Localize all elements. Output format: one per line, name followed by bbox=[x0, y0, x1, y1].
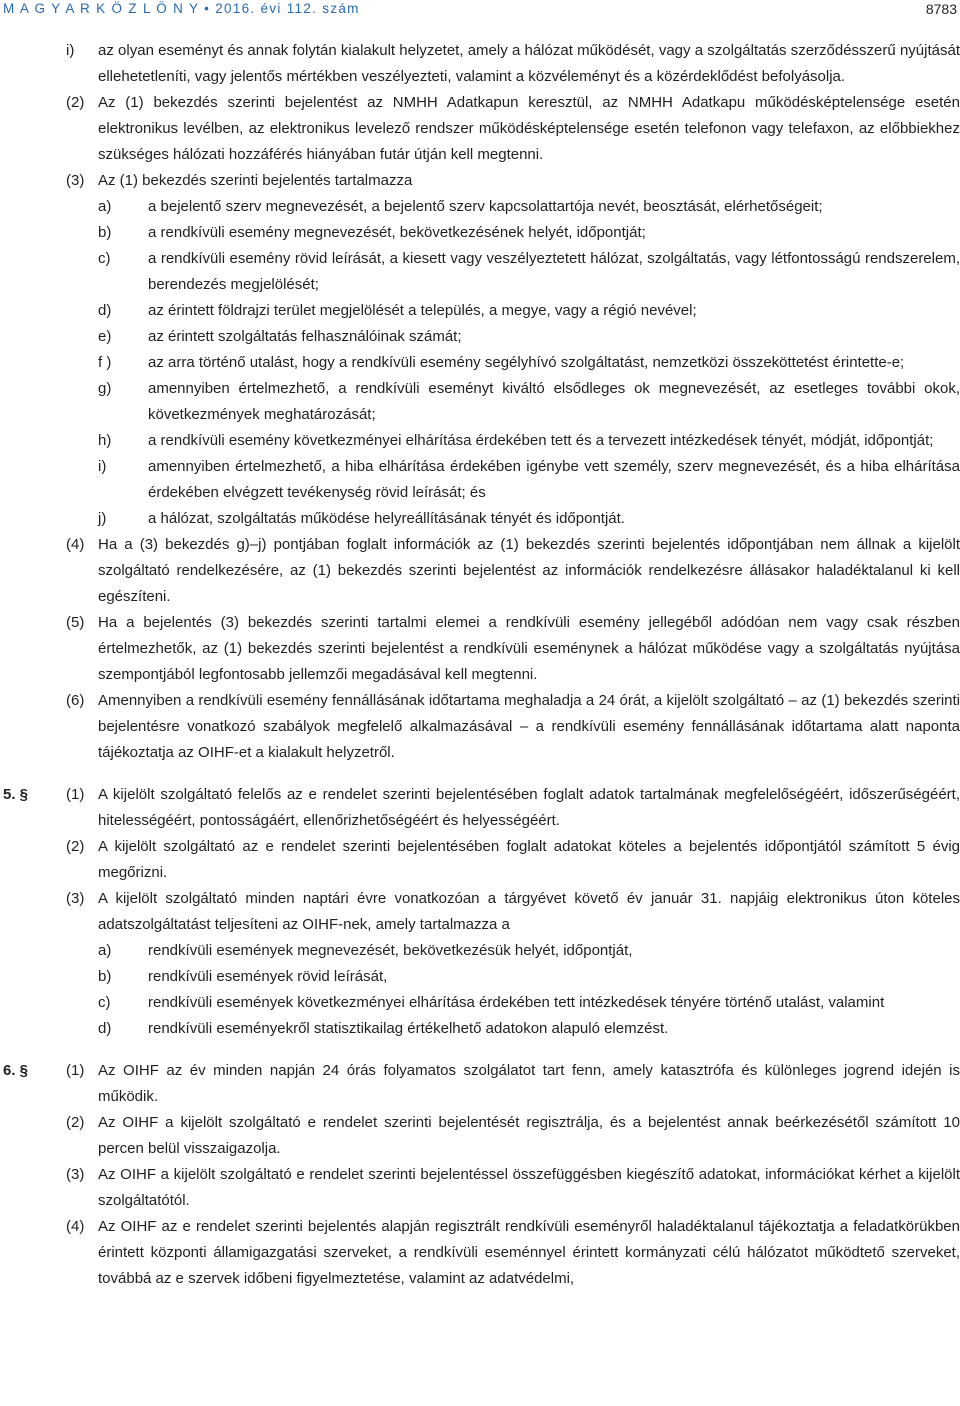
paragraph-text: A kijelölt szolgáltató minden naptári évre vonatkozóan a tárgyévet követő év január 31. napjáig elektronikus úton köteles adatszolgáltatást teljesíteni az OIHF-nek, amely tartalmazza a bbox=[98, 890, 960, 933]
paragraph-text: az olyan eseményt és annak folytán kialakult helyzetet, amely a hálózat működését, vagy a szolgáltatás szerződésszerű nyújtását ellehetetleníti, vagy jelentős mértékben veszélyezteti, valamint a közvéleményt és a közérdeklődést befolyásolja. bbox=[98, 42, 960, 85]
list-item-text: amennyiben értelmezhető, a rendkívüli eseményt kiváltó elsődleges ok megnevezését, az esetleges további okok, következmények meghatározását; bbox=[148, 380, 960, 423]
list-item-text: amennyiben értelmezhető, a hiba elhárítása érdekében igénybe vett személy, szerv megnevezését, és a hiba elhárítása érdekében elvégzett tevékenység rövid leírását; és bbox=[148, 458, 960, 501]
list-item-label: f ) bbox=[98, 354, 112, 371]
list-item bbox=[98, 376, 960, 428]
list-item bbox=[98, 350, 960, 376]
paragraph bbox=[66, 688, 960, 766]
document-body bbox=[0, 38, 960, 1292]
paragraph-number: (2) bbox=[66, 94, 85, 111]
list-item bbox=[98, 454, 960, 506]
paragraph-text: Az OIHF az e rendelet szerinti bejelentés alapján regisztrált rendkívüli eseményről haladéktalanul tájékoztatja a feladatkörükben érintett központi államigazgatási szerveket, a rendkívüli eseménnyel érintett kormányzati célú hálózatot működtető szerveket, továbbá az e szervek időbeni figyelmeztetése, valamint az adatvédelmi, bbox=[98, 1218, 960, 1287]
paragraph-number: (3) bbox=[66, 172, 85, 189]
paragraph-text: Ha a (3) bekezdés g)–j) pontjában foglalt információk az (1) bekezdés szerinti bejelentés időpontjában nem állnak a kijelölt szolgáltató rendelkezésére, az (1) bekezdés szerinti bejelentést az információk rendelkezésre állásakor haladéktalanul ki kell egészíteni. bbox=[98, 536, 960, 605]
list-item-label: d) bbox=[98, 1020, 112, 1037]
list-item bbox=[98, 298, 960, 324]
paragraph bbox=[66, 610, 960, 688]
list-item bbox=[98, 220, 960, 246]
paragraph-text: Az OIHF az év minden napján 24 órás folyamatos szolgálatot tart fenn, amely katasztrófa és különleges jogrend idején is működik. bbox=[98, 1062, 960, 1105]
section-6 bbox=[0, 1058, 960, 1292]
list-item bbox=[98, 990, 960, 1016]
list-item bbox=[98, 1016, 960, 1042]
paragraph-text: Az (1) bekezdés szerinti bejelentést az NMHH Adatkapun keresztül, az NMHH Adatkapu működésképtelensége esetén elektronikus levélben, az elektronikus levelező rendszer működésképtelensége esetén telefonon vagy telefaxon, az előbbiekhez szükséges hálózati hozzáférés hiányában futár útján kell megtenni. bbox=[98, 94, 960, 163]
paragraph bbox=[3, 782, 960, 834]
journal-title: M A G Y A R K Ö Z L Ö N Y • 2016. évi 112. szám bbox=[3, 1, 360, 16]
list-item-text: a bejelentő szerv megnevezését, a bejelentő szerv kapcsolattartója nevét, beosztását, elérhetőségeit; bbox=[148, 198, 823, 215]
list-item-label: a) bbox=[98, 198, 112, 215]
list-item-text: a hálózat, szolgáltatás működése helyreállításának tényét és időpontját. bbox=[148, 510, 625, 527]
paragraph-text: Az OIHF a kijelölt szolgáltató e rendelet szerinti bejelentéssel összefüggésben kiegészítő adatokat, információkat kérhet a kijelölt szolgáltatótól. bbox=[98, 1166, 960, 1209]
section-number: 6. § bbox=[3, 1062, 29, 1079]
list-item-label: a) bbox=[98, 942, 112, 959]
paragraph-number: (6) bbox=[66, 692, 85, 709]
list-item-label: i) bbox=[98, 458, 107, 475]
list-item-label: b) bbox=[98, 224, 112, 241]
list-item-label: c) bbox=[98, 250, 111, 267]
paragraph-number: (1) bbox=[66, 786, 85, 803]
list-item-text: rendkívüli eseményekről statisztikailag értékelhető adatokon alapuló elemzést. bbox=[148, 1020, 669, 1037]
paragraph-number: i) bbox=[66, 42, 75, 59]
list-item-text: a rendkívüli esemény következményei elhárítása érdekében tett és a tervezett intézkedések tényét, módját, időpontját; bbox=[148, 432, 934, 449]
paragraph-number: (4) bbox=[66, 1218, 85, 1235]
list-item-text: rendkívüli események rövid leírását, bbox=[148, 968, 388, 985]
list-item bbox=[98, 246, 960, 298]
paragraph-text: A kijelölt szolgáltató az e rendelet szerinti bejelentésében foglalt adatokat köteles a bejelentés időpontjától számított 5 évig megőrizni. bbox=[98, 838, 960, 881]
paragraph-number: (1) bbox=[66, 1062, 85, 1079]
section-number: 5. § bbox=[3, 786, 29, 803]
list-item-text: a rendkívüli esemény megnevezését, bekövetkezésének helyét, időpontját; bbox=[148, 224, 646, 241]
paragraph-number: (2) bbox=[66, 1114, 85, 1131]
list-item-label: d) bbox=[98, 302, 112, 319]
list-item-label: h) bbox=[98, 432, 112, 449]
paragraph bbox=[66, 168, 960, 194]
page-header bbox=[0, 0, 960, 22]
paragraph bbox=[66, 90, 960, 168]
list-item-label: j) bbox=[98, 510, 107, 527]
list-item-label: e) bbox=[98, 328, 112, 345]
paragraph-text: Amennyiben a rendkívüli esemény fennállásának időtartama meghaladja a 24 órát, a kijelölt szolgáltató – az (1) bekezdés szerinti bejelentésre vonatkozó szabályok megfelelő alkalmazásával – a rendkívüli esemény fennállásának időtartama alatt naponta tájékoztatja az OIHF-et a kialakult helyzetről. bbox=[98, 692, 960, 761]
paragraph bbox=[66, 1162, 960, 1214]
paragraph-number: (3) bbox=[66, 890, 85, 907]
paragraph-number: (4) bbox=[66, 536, 85, 553]
list-item bbox=[98, 194, 960, 220]
section-4-paragraphs bbox=[0, 90, 960, 766]
list-item bbox=[98, 428, 960, 454]
paragraph bbox=[66, 38, 960, 90]
section-5 bbox=[0, 782, 960, 1042]
paragraph-text: A kijelölt szolgáltató felelős az e rendelet szerinti bejelentésében foglalt adatok tartalmának megfelelőségéért, időszerűségéért, hitelességéért, pontosságáért, ellenőrizhetőségéért és helyességéért. bbox=[98, 786, 960, 829]
list-item bbox=[98, 324, 960, 350]
list-item-text: az érintett szolgáltatás felhasználóinak számát; bbox=[148, 328, 462, 345]
list-item-label: g) bbox=[98, 380, 112, 397]
section-gap bbox=[0, 766, 960, 782]
page-number: 8783 bbox=[925, 1, 957, 17]
list-item-text: az érintett földrajzi terület megjelölését a település, a megye, vagy a régió nevével; bbox=[148, 302, 697, 319]
paragraph bbox=[66, 1110, 960, 1162]
list-item-label: c) bbox=[98, 994, 111, 1011]
list-item bbox=[98, 506, 960, 532]
paragraph-text: Az OIHF a kijelölt szolgáltató e rendelet szerinti bejelentését regisztrálja, és a bejelentést annak beérkezésétől számított 10 percen belül visszaigazolja. bbox=[98, 1114, 960, 1157]
paragraph bbox=[66, 886, 960, 938]
paragraph-text: Ha a bejelentés (3) bekezdés szerinti tartalmi elemei a rendkívüli esemény jellegéből adódóan nem vagy csak részben értelmezhetők, az (1) bekezdés szerinti bejelentést a rendkívüli eseménynek a hálózat működése vagy a szolgáltatás nyújtása szempontjából legfontosabb jellemzői megadásával kell megtenni. bbox=[98, 614, 960, 683]
paragraph bbox=[3, 1058, 960, 1110]
list-item bbox=[98, 938, 960, 964]
paragraph-number: (3) bbox=[66, 1166, 85, 1183]
paragraph-number: (2) bbox=[66, 838, 85, 855]
list-item-text: rendkívüli események megnevezését, bekövetkezésük helyét, időpontját, bbox=[148, 942, 633, 959]
paragraph bbox=[66, 1214, 960, 1292]
paragraph bbox=[66, 532, 960, 610]
list-item-text: a rendkívüli esemény rövid leírását, a kiesett vagy veszélyeztetett hálózat, szolgáltatás, vagy létfontosságú rendszerelem, berendezés megjelölését; bbox=[148, 250, 960, 293]
list-item bbox=[98, 964, 960, 990]
paragraph bbox=[66, 834, 960, 886]
list-item-label: b) bbox=[98, 968, 112, 985]
list-item-text: rendkívüli események következményei elhárítása érdekében tett intézkedések tényére történő utalást, valamint bbox=[148, 994, 885, 1011]
paragraph-text: Az (1) bekezdés szerinti bejelentés tartalmazza bbox=[98, 172, 413, 189]
continued-list bbox=[0, 38, 960, 90]
paragraph-number: (5) bbox=[66, 614, 85, 631]
section-gap bbox=[0, 1042, 960, 1058]
list-item-text: az arra történő utalást, hogy a rendkívüli esemény segélyhívó szolgáltatást, nemzetközi összeköttetést érintette-e; bbox=[148, 354, 905, 371]
